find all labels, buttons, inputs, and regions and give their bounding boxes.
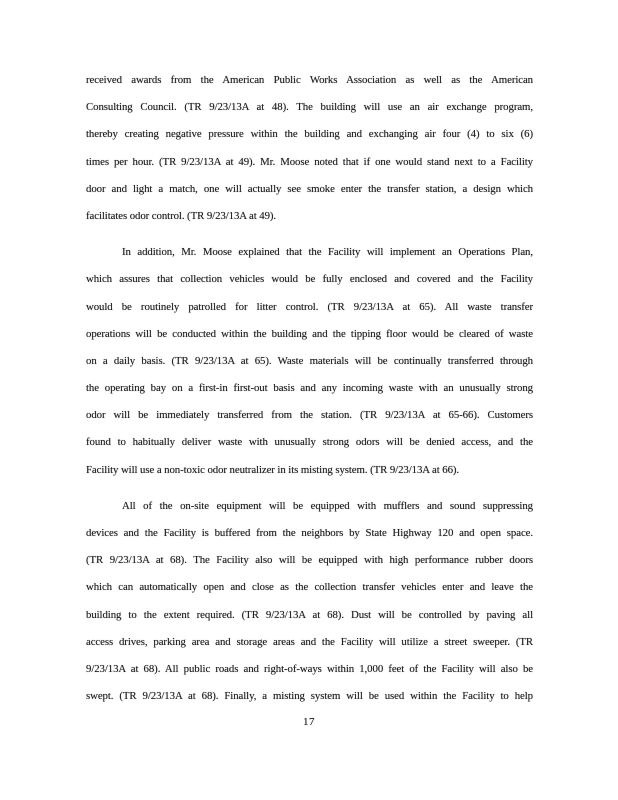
text-line: door and light a match, one will actually see smoke enter the transfer station, a design which <box>86 182 533 195</box>
text-line: Facility will use a non-toxic odor neutralizer in its misting system. (TR 9/23/13A at 66). <box>86 463 460 476</box>
text-line: the operating bay on a first-in first-out basis and any incoming waste with an unusually strong <box>86 382 533 395</box>
text-line: All of the on-site equipment will be equipped with mufflers and sound suppressing <box>122 499 533 512</box>
page-number: 17 <box>303 716 315 728</box>
text-line: Consulting Council. (TR 9/23/13A at 48). The building will use an air exchange program, <box>86 101 533 114</box>
paragraph-1 <box>86 67 533 230</box>
text-line: thereby creating negative pressure within the building and exchanging air four (4) to six (6) <box>86 128 533 141</box>
text-line: swept. (TR 9/23/13A at 68). Finally, a misting system will be used within the Facility to help <box>86 690 533 703</box>
text-line: times per hour. (TR 9/23/13A at 49). Mr. Moose noted that if one would stand next to a Facility <box>86 155 533 168</box>
text-line: received awards from the American Public Works Association as well as the American <box>86 74 533 86</box>
text-line: odor will be immediately transferred from the station. (TR 9/23/13A at 65-66). Customers <box>86 409 533 422</box>
text-line: found to habitually deliver waste with unusually strong odors will be denied access, and the <box>86 436 533 449</box>
text-line: facilitates odor control. (TR 9/23/13A at 49). <box>86 209 277 222</box>
paragraph-2 <box>86 239 533 484</box>
text-line: operations will be conducted within the building and the tipping floor would be cleared of waste <box>86 327 533 340</box>
text-line: building to the extent required. (TR 9/23/13A at 68). Dust will be controlled by paving all <box>86 608 533 621</box>
text-line: (TR 9/23/13A at 68). The Facility also will be equipped with high performance rubber doors <box>86 554 533 567</box>
text-line: which can automatically open and close as the collection transfer vehicles enter and leave the <box>86 581 533 594</box>
text-line: which assures that collection vehicles would be fully enclosed and covered and the Facility <box>86 273 533 286</box>
text-line: on a daily basis. (TR 9/23/13A at 65). Waste materials will be continually transferred through <box>86 354 533 367</box>
text-line: In addition, Mr. Moose explained that the Facility will implement an Operations Plan, <box>122 246 533 259</box>
text-line: access drives, parking area and storage areas and the Facility will utilize a street sweeper. (TR <box>86 635 533 648</box>
text-line: devices and the Facility is buffered from the neighbors by State Highway 120 and open space. <box>86 527 533 539</box>
page-text <box>86 67 533 710</box>
paragraph-3 <box>86 493 533 711</box>
text-line: 9/23/13A at 68). All public roads and right-of-ways within 1,000 feet of the Facility will also be <box>86 662 533 675</box>
text-line: would be routinely patrolled for litter control. (TR 9/23/13A at 65). All waste transfer <box>86 300 533 313</box>
